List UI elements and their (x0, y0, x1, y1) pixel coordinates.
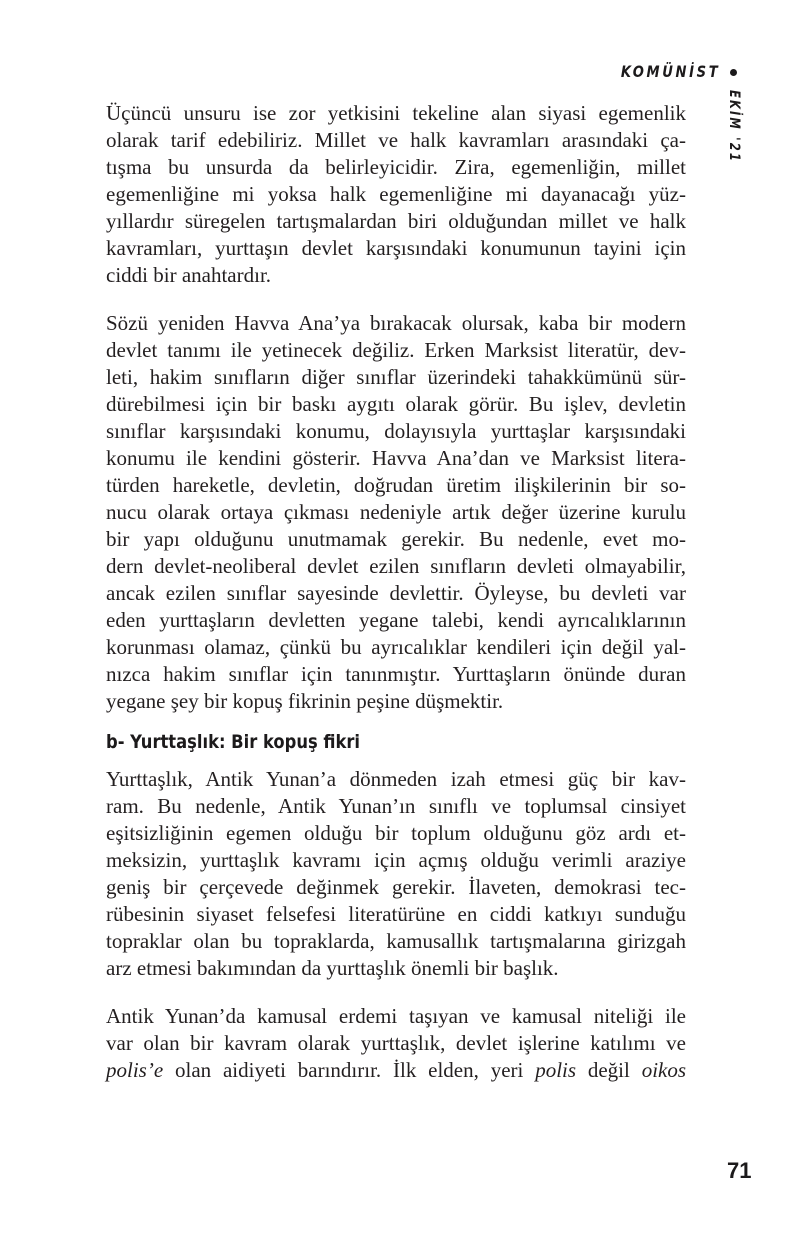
text-line: kavramları, yurttaşın devlet karşısındaki konumunun tayini için (106, 236, 686, 260)
section-heading: b- Yurttaşlık: Bir kopuş fikri (106, 731, 361, 753)
text-line: dürebilmesi için bir baskı aygıtı olarak görür. Bu işlev, devletin (106, 392, 686, 416)
page-number: 71 (727, 1158, 752, 1183)
paragraph (106, 766, 686, 982)
text-line: meksizin, yurttaşlık kavramı için açmış olduğu verimli araziye (106, 848, 686, 872)
text-line: var olan bir kavram olarak yurttaşlık, devlet işlerine katılımı ve (106, 1031, 686, 1055)
text-line: nızca hakim sınıflar için tanınmıştır. Yurttaşların önünde duran (106, 662, 686, 686)
text-line: ram. Bu nedenle, Antik Yunan’ın sınıflı ve toplumsal cinsiyet (106, 794, 686, 818)
text-line: dern devlet-neoliberal devlet ezilen sınıfların devleti olmayabilir, (106, 554, 686, 578)
text-line: türden hareketle, devletin, doğrudan üretim ilişkilerinin bir so- (106, 473, 686, 497)
text-line: tışma bu unsurda da belirleyicidir. Zira, egemenliğin, millet (106, 155, 686, 179)
text-run: olan aidiyeti barındırır. İlk elden, yeri (163, 1058, 536, 1082)
text-line: ciddi bir anahtardır. (106, 263, 272, 287)
text-line: olarak tarif edebiliriz. Millet ve halk kavramları arasındaki ça- (106, 128, 686, 152)
text-line: Üçüncü unsuru ise zor yetkisini tekeline alan siyasi egemenlik (106, 101, 686, 125)
text-run: değil (576, 1058, 642, 1082)
text-line: Antik Yunan’da kamusal erdemi taşıyan ve kamusal niteliği ile (106, 1004, 686, 1028)
paragraph (106, 1003, 686, 1084)
italic-term: polis (535, 1058, 577, 1082)
text-line: sınıflar karşısındaki konumu, dolayısıyla yurttaşlar karşısındaki (106, 419, 686, 443)
text-line (106, 1057, 686, 1084)
running-head-publication: KOMÜNİST (620, 62, 720, 81)
text-line: konumu ile kendini gösterir. Havva Ana’dan ve Marksist litera- (106, 446, 686, 470)
text-line: Yurttaşlık, Antik Yunan’a dönmeden izah etmesi güç bir kav- (106, 767, 686, 791)
text-line: korunması olamaz, çünkü bu ayrıcalıklar kendileri için değil yal- (106, 635, 686, 659)
running-head-issue (722, 90, 744, 162)
italic-term: oikos (641, 1058, 687, 1082)
text-line: ancak ezilen sınıflar sayesinde devlettir. Öyleyse, bu devleti var (106, 581, 686, 605)
text-line: eşitsizliğinin egemen olduğu bir toplum olduğunu göz ardı et- (106, 821, 686, 845)
italic-term: polis’e (106, 1058, 164, 1082)
issue-label: EKİM '21 (726, 90, 742, 163)
text-line: leti, hakim sınıfların diğer sınıflar üzerindeki tahakkümünü sür- (106, 365, 686, 389)
text-line: Sözü yeniden Havva Ana’ya bırakacak olursak, kaba bir modern (106, 311, 686, 335)
text-line: geniş bir çerçevede değinmek gerekir. İlaveten, demokrasi tec- (106, 875, 686, 899)
text-line: yegane şey bir kopuş fikrinin peşine düşmektir. (106, 689, 504, 713)
text-line: yıllardır süregelen tartışmalardan biri olduğundan millet ve halk (106, 209, 686, 233)
paragraph (106, 310, 686, 715)
text-line: egemenliğine mi yoksa halk egemenliğine mi dayanacağı yüz- (106, 182, 686, 206)
text-line: devlet tanımı ile yetinecek değiliz. Erken Marksist literatür, dev- (106, 338, 686, 362)
text-column (106, 100, 686, 1105)
paragraph (106, 100, 686, 289)
bullet-separator-icon (730, 69, 737, 76)
text-line: bir yapı olduğunu unutmamak gerekir. Bu nedenle, evet mo- (106, 527, 686, 551)
text-line: arz etmesi bakımından da yurttaşlık önemli bir başlık. (106, 956, 559, 980)
text-line: eden yurttaşların devletten yegane talebi, kendi ayrıcalıklarının (106, 608, 686, 632)
text-line: rübesinin siyaset felsefesi literatürüne en ciddi katkıyı sunduğu (106, 902, 686, 926)
text-line: topraklar olan bu topraklarda, kamusallık tartışmalarına girizgah (106, 929, 686, 953)
text-line: nucu olarak ortaya çıkması nedeniyle artık değer üzerine kurulu (106, 500, 686, 524)
